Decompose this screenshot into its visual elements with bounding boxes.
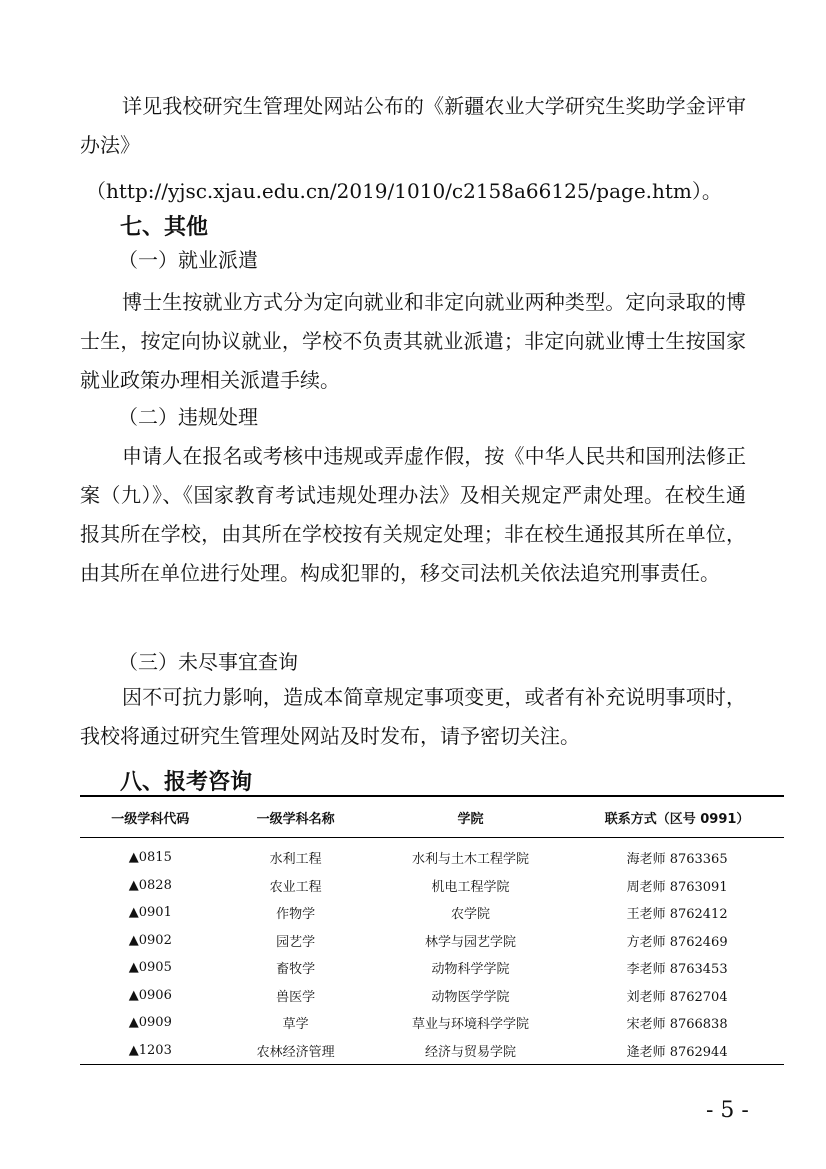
cell-name: 农林经济管理 <box>221 1037 371 1065</box>
section-7-2-heading: （二）违规处理 <box>118 405 258 429</box>
header-discipline-code: 一级学科代码 <box>80 796 221 838</box>
cell-code: ▲1203 <box>80 1037 221 1065</box>
cell-contact: 周老师 8763091 <box>626 879 728 895</box>
paragraph-other-matters: 因不可抗力影响，造成本简章规定事项变更，或者有补充说明事项时，我校将通过研究生管理处网站及时发布，请予密切关注。 <box>80 685 746 748</box>
paragraph-employment: 博士生按就业方式分为定向就业和非定向就业两种类型。定向录取的博士生，按定向协议就业，学校不负责其就业派遣；非定向就业博士生按国家就业政策办理相关派遣手续。 <box>80 290 746 392</box>
cell-college: 林学与园艺学院 <box>424 934 516 950</box>
table-header-row <box>80 796 784 838</box>
section-7-1-heading: （一）就业派遣 <box>118 248 258 272</box>
cell-contact: 方老师 8762469 <box>626 934 728 950</box>
cell-college: 经济与贸易学院 <box>371 1037 570 1065</box>
table-row <box>80 1037 784 1065</box>
cell-contact: 逄老师 8762944 <box>570 1037 784 1065</box>
cell-code: ▲0815 <box>128 850 172 866</box>
header-college: 学院 <box>371 796 570 838</box>
cell-code: ▲0828 <box>128 877 172 893</box>
header-discipline-name: 一级学科名称 <box>221 796 371 838</box>
cell-contact: 李老师 8763453 <box>626 962 728 978</box>
cell-name: 兽医学 <box>276 989 316 1005</box>
cell-code: ▲0906 <box>128 987 172 1003</box>
cell-college: 农学院 <box>450 907 490 923</box>
paragraph-scholarship-reference: 详见我校研究生管理处网站公布的《新疆农业大学研究生奖助学金评审办法》 <box>80 94 746 157</box>
cell-college: 动物医学学院 <box>431 989 510 1005</box>
cell-college: 动物科学学院 <box>431 962 510 978</box>
cell-name: 草学 <box>282 1017 309 1033</box>
table-row <box>80 872 784 900</box>
table-row <box>80 1009 784 1037</box>
page-number: - 5 - <box>706 1098 749 1123</box>
cell-contact: 宋老师 8766838 <box>626 1017 728 1033</box>
cell-code: ▲0905 <box>128 960 172 976</box>
cell-code: ▲0909 <box>128 1015 172 1031</box>
scholarship-url: （http://yjsc.xjau.edu.cn/2019/1010/c2158a66125/page.htm）。 <box>86 179 722 203</box>
table-row <box>80 927 784 955</box>
cell-code: ▲0901 <box>128 905 172 921</box>
section-7-heading: 七、其他 <box>120 215 209 240</box>
paragraph-violations: 申请人在报名或考核中违规或弄虚作假，按《中华人民共和国刑法修正案（九）》、《国家教育考试违规处理办法》及相关规定严肃处理。在校生通报其所在学校，由其所在学校按有关规定处理；非在校生通报其所在单位，由其所在单位进行处理。构成犯罪的，移交司法机关依法追究刑事责任。 <box>80 444 746 585</box>
cell-code: ▲0902 <box>128 932 172 948</box>
table-row <box>80 982 784 1010</box>
cell-name: 作物学 <box>276 907 316 923</box>
section-7-3-heading: （三）未尽事宜查询 <box>118 650 298 674</box>
cell-name: 水利工程 <box>269 852 322 868</box>
table-row <box>80 954 784 982</box>
cell-name: 畜牧学 <box>276 962 316 978</box>
cell-college: 水利与土木工程学院 <box>411 852 529 868</box>
cell-college: 草业与环境科学学院 <box>411 1017 529 1033</box>
table-row <box>80 838 784 872</box>
cell-name: 园艺学 <box>276 934 316 950</box>
cell-college: 机电工程学院 <box>431 879 510 895</box>
cell-name: 农业工程 <box>269 879 322 895</box>
header-contact: 联系方式（区号 0991） <box>570 796 784 838</box>
table-row <box>80 899 784 927</box>
contact-table <box>80 795 784 1065</box>
cell-contact: 王老师 8762412 <box>626 907 728 923</box>
section-8-heading: 八、报考咨询 <box>120 770 253 795</box>
cell-contact: 海老师 8763365 <box>626 852 728 868</box>
cell-contact: 刘老师 8762704 <box>626 989 728 1005</box>
